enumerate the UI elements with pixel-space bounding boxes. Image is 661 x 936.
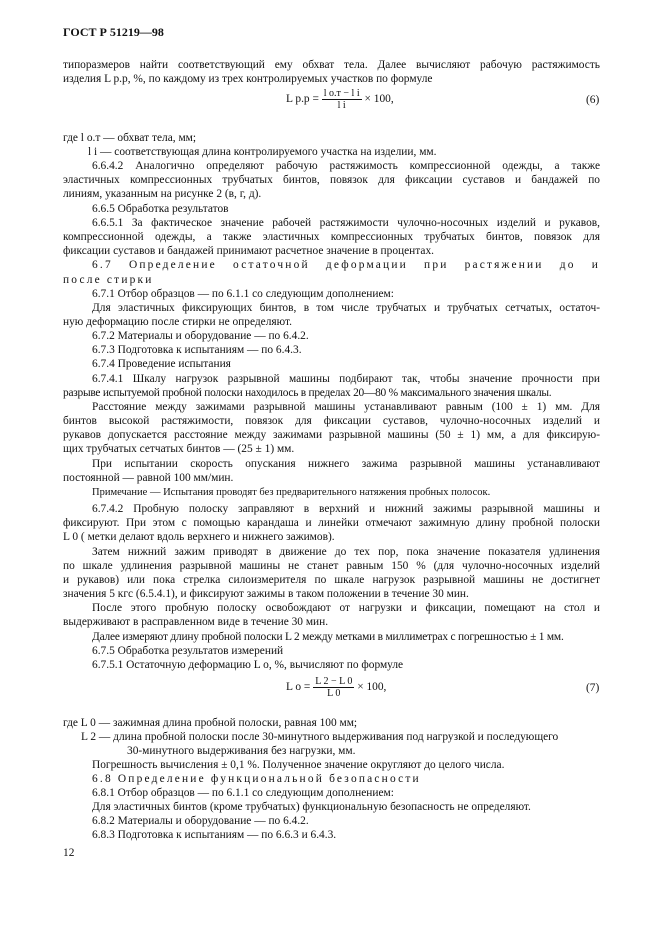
text-line: При испытании скорость опускания нижнего зажима разрывной машины устанавливают (92, 458, 600, 470)
text-line: эластичных компрессионных трубчатых бинтов, повязок для фиксации суставов и бандажей по (63, 174, 600, 186)
page-number: 12 (63, 847, 75, 859)
text-line: значения 5 кгс (6.5.4.1), и фиксируют зажимы в таком положении в течение 30 мин. (63, 588, 469, 600)
text-line: разрыве испытуемой пробной полоски находилось в пределах 20—80 % максимального значения шкалы. (63, 387, 552, 399)
section-heading: 6.7.4 Проведение испытания (92, 358, 231, 370)
text-line: компрессионной одежды, а также эластичных компрессионных трубчатых бинтов, повязок для (63, 231, 600, 243)
text-line: фиксируют. При этом с помощью карандаша и линейки отмечают зажимную длину пробной полоски (63, 517, 600, 529)
text-line: где l о.т — обхват тела, мм; (63, 132, 197, 144)
text-line: 6.6.5.1 За фактическое значение рабочей растяжимости чулочно-носочных изделий и рукавов, (92, 217, 600, 229)
text-line: рукавов допускается расстояние между зажимами разрывной машины (50 ± 1) мм, а для фиксирую- (63, 429, 600, 441)
text-line: постоянной — равной 100 мм/мин. (63, 472, 234, 484)
text-line: типоразмеров найти соответствующий ему обхват тела. Далее вычисляют рабочую растяжимость (63, 59, 600, 71)
text-line: бинтов высокой растяжимости, повязок для фиксации суставов, чулочно-носочных изделий и (63, 415, 600, 427)
section-heading: 6.7 Определение остаточной деформации при растяжении до и (92, 259, 600, 271)
text-line: l i — соответствующая длина контролируемого участка на изделии, мм. (88, 146, 437, 158)
text-line: 6.7.5.1 Остаточную деформацию L о, %, вычисляют по формуле (92, 659, 404, 671)
formula-7: L о = $\frac{L 2 - L 0}{L 0}$ × 100, (286, 676, 387, 699)
text-line: Затем нижний зажим приводят в движение до тех пор, пока значение показателя удлинения (92, 546, 600, 558)
text-line: 30-минутного выдерживания без нагрузки, мм. (127, 745, 356, 757)
text-line: Для эластичных фиксирующих бинтов, в том числе трубчатых и трубчатых сетчатых, остаточ- (92, 302, 600, 314)
text-line: 6.7.3 Подготовка к испытаниям — по 6.4.3. (92, 344, 302, 356)
equation-number: (7) (586, 682, 600, 694)
text-line: 6.7.4.2 Пробную полоску заправляют в верхний и нижний зажимы разрывной машины и (92, 503, 600, 515)
section-heading: 6.7.5 Обработка результатов измерений (92, 645, 284, 657)
text-line: Расстояние между зажимами разрывной машины устанавливают равным (100 ± 1) мм. Для (92, 401, 600, 413)
text-line: где L 0 — зажимная длина пробной полоски, равная 100 мм; (63, 717, 358, 729)
text-line: ную деформацию после стирки не определяют. (63, 316, 292, 328)
text-line: 6.7.1 Отбор образцов — по 6.1.1 со следующим дополнением: (92, 288, 394, 300)
text-line: L 2 — длина пробной полоски после 30-минутного выдерживания под нагрузкой и последующего (81, 731, 559, 743)
section-heading: 6.8 Определение функциональной безопасности (92, 773, 421, 785)
text-line: и рукавов) или пока стрелка силоизмерителя по шкале нагрузок разрывной машины не достигнет (63, 574, 600, 586)
section-heading: после стирки (63, 274, 154, 286)
text-line: по шкале удлинения разрывной машины не станет равным 150 % (для чулочно-носочных изделий (63, 560, 600, 572)
text-line: фиксации суставов и бандажей принимают расчетное значение в процентах. (63, 245, 434, 257)
text-line: 6.7.4.1 Шкалу нагрузок разрывной машины подбирают так, чтобы значение прочности при (92, 373, 600, 385)
text-line: 6.8.2 Материалы и оборудование — по 6.4.2. (92, 815, 309, 827)
text-line: 6.6.4.2 Аналогично определяют рабочую растяжимость компрессионной одежды, а также (92, 160, 600, 172)
text-line: изделия L р.р, %, по каждому из трех контролируемых участков по формуле (63, 73, 433, 85)
note: Примечание — Испытания проводят без предварительного натяжения пробных полосок. (92, 487, 491, 498)
text-line: выдерживают в расправленном виде в течение 30 мин. (63, 616, 329, 628)
text-line: Для эластичных бинтов (кроме трубчатых) функциональную безопасность не определяют. (92, 801, 531, 813)
text-line: После этого пробную полоску освобождают от нагрузки и фиксации, помещают на стол и (92, 602, 600, 614)
text-line: Погрешность вычисления ± 0,1 %. Полученное значение округляют до целого числа. (92, 759, 505, 771)
text-line: 6.8.3 Подготовка к испытаниям — по 6.6.3 и 6.4.3. (92, 829, 337, 841)
section-heading: 6.6.5 Обработка результатов (92, 203, 229, 215)
text-line: 6.8.1 Отбор образцов — по 6.1.1 со следующим дополнением: (92, 787, 394, 799)
text-line: L 0 ( метки делают вдоль верхнего и нижнего зажимов). (63, 531, 335, 543)
text-line: Далее измеряют длину пробной полоски L 2 между метками в миллиметрах с погрешностью ± 1 мм. (92, 631, 564, 643)
equation-number: (6) (586, 94, 600, 106)
page-header: ГОСТ Р 51219—98 (63, 25, 164, 39)
text-line: линиям, указанным на рисунке 2 (в, г, д). (63, 188, 262, 200)
text-line: 6.7.2 Материалы и оборудование — по 6.4.2. (92, 330, 309, 342)
formula-6: L р.р = $\frac{\text{l о.т − l i}}{\text{l i}}$ × 100, (286, 88, 394, 111)
text-line: щих трубчатых сетчатых бинтов — (25 ± 1) мм. (63, 443, 295, 455)
